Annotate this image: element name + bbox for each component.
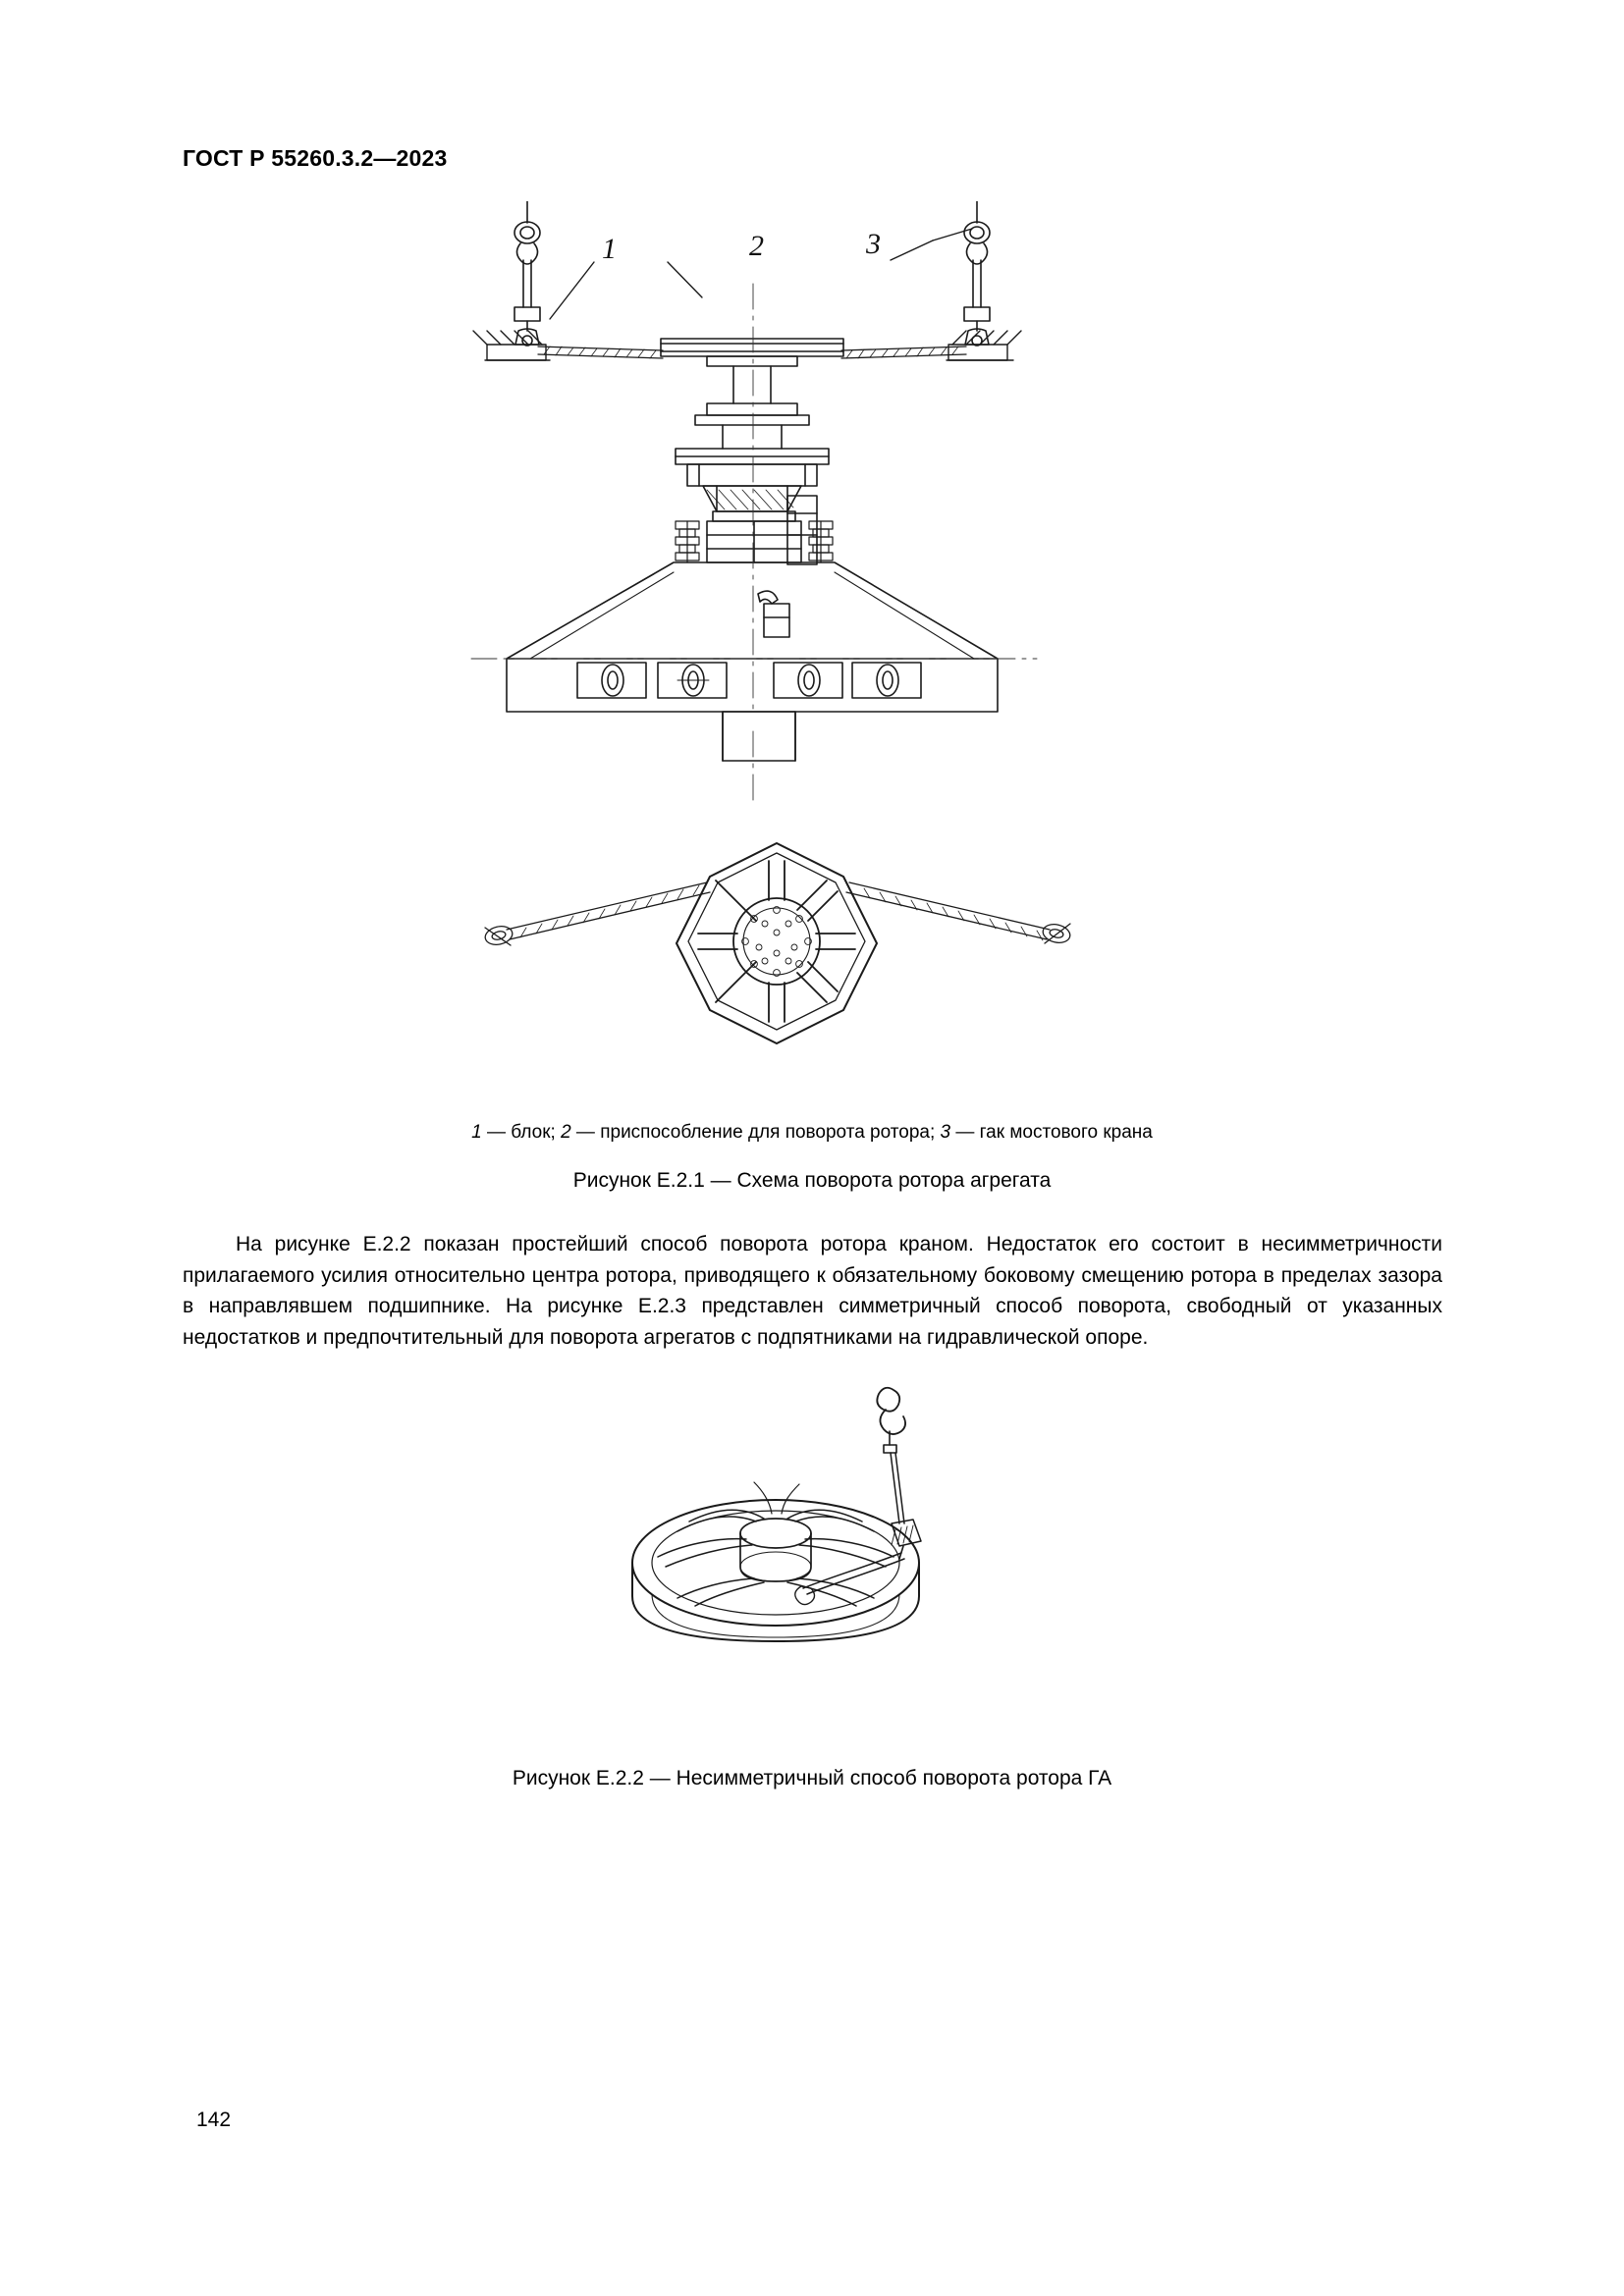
legend-text-1: — блок; [481,1122,562,1143]
page-header: ГОСТ Р 55260.3.2—2023 [183,145,448,171]
rotor-shaft [695,366,809,449]
sling-left [483,882,710,947]
rotor-plan-view [483,843,1071,1043]
figure-e21-legend [0,1122,1624,1144]
legend-text-2: — приспособление для поворота ротора; [570,1122,941,1143]
crane-hook [877,1388,905,1453]
legend-num-3: 3 [940,1122,951,1143]
body-paragraph: На рисунке Е.2.2 показан простейший способ поворота ротора краном. Недостаток его состоит в несимметричности прилагаемого усилия относительно центра ротора, приводящего к обязательному боковому смещению ротора в пределах зазора в направлявшем подшипнике. На рисунке Е.2.3 представлен симметричный способ поворота, свободный от указанных недостатков и предпочтительный для поворота агрегатов с подпятниками на гидравлической опоре. [183,1233,1442,1349]
upper-bearing-housing [676,449,829,521]
generator-stator-frame [707,496,817,564]
rotor-turning-device [661,339,843,366]
figure-callout-1: 1 [602,233,617,265]
figure-callout-2: 2 [749,230,764,262]
legend-num-2: 2 [561,1122,571,1143]
legend-num-1: 1 [471,1122,482,1143]
left-support-hatch [473,331,550,360]
hook-rope [891,1453,904,1523]
figure-callout-3: 3 [866,228,881,260]
legend-text-3: — гак мостового крана [950,1122,1153,1143]
left-hook-assembly [514,201,540,346]
right-support-hatch [947,331,1021,360]
right-hook-assembly [964,201,990,346]
lower-shaft [723,712,795,761]
page-number: 142 [196,2109,232,2131]
sling-right [846,882,1072,945]
figure-e21-caption: Рисунок Е.2.1 — Схема поворота ротора агрегата [572,1169,1052,1192]
figure-e22-illustration [609,1384,1060,1723]
figure-e21-illustration [412,201,1247,1114]
rotor-body-cone [507,562,998,712]
figure-e22-caption: Рисунок Е.2.2 — Несимметричный способ поворота ротора ГА [512,1767,1112,1789]
